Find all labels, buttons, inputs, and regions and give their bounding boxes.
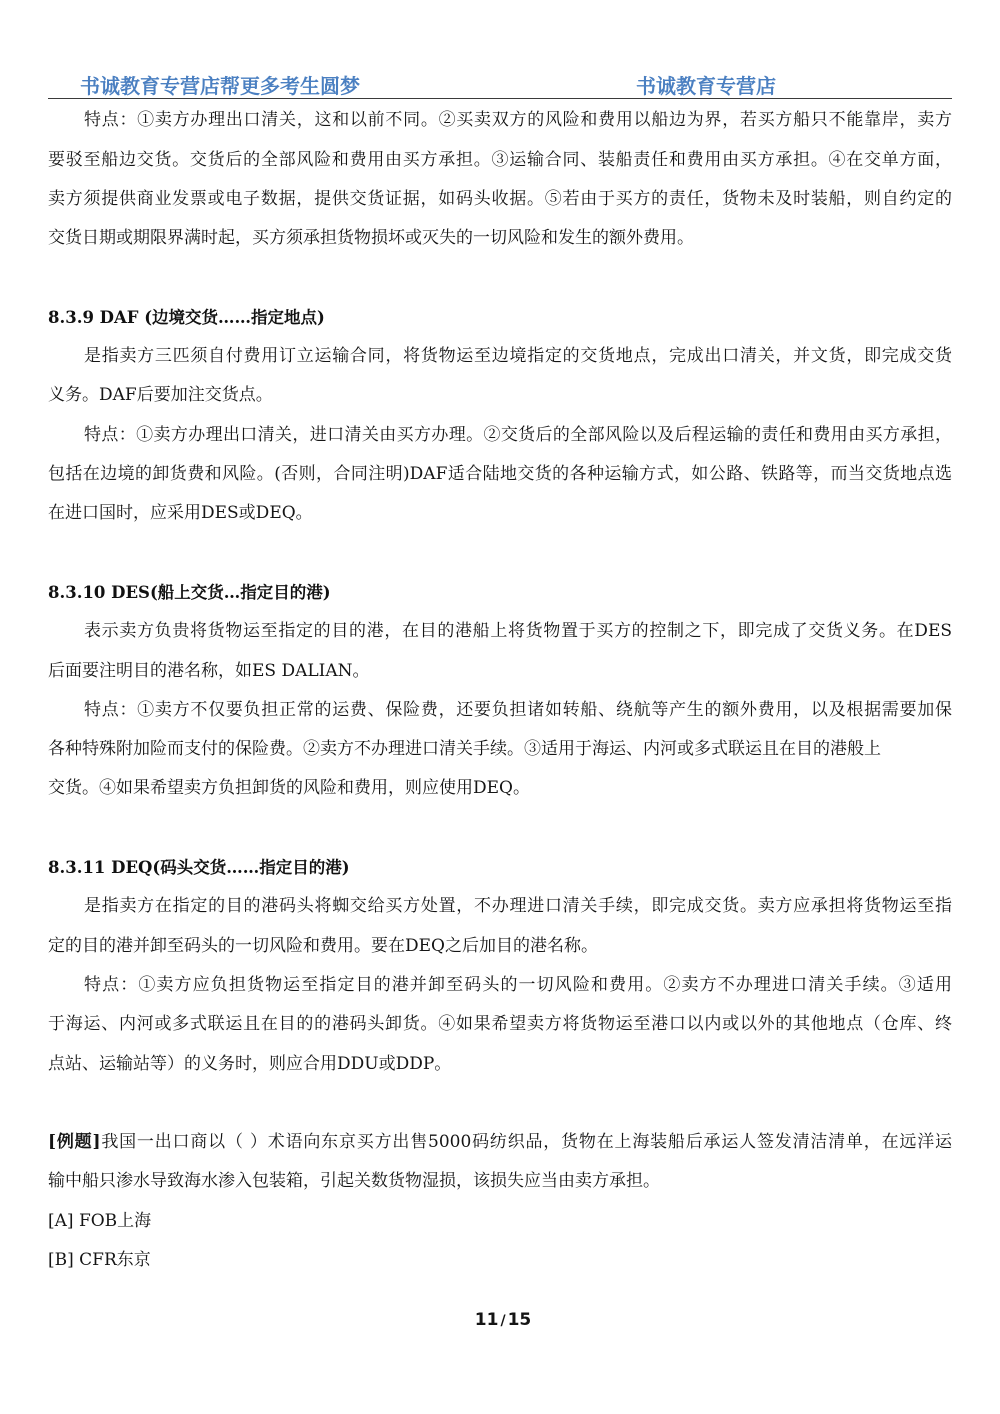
section-des	[48, 573, 952, 809]
paragraph-line: 是指卖方在指定的目的港码头将蜘交给买方处置，不办理进口清关手续，即完成交货。卖方应承担将货物运至指	[84, 896, 952, 917]
features-paragraph	[48, 416, 952, 534]
header-divider	[48, 98, 952, 99]
blank-line	[48, 259, 952, 298]
paragraph-line: 表示卖方负贵将货物运至指定的目的港，在目的港船上将货物置于买方的控制之下，即完成了交货义务。在DES	[84, 621, 952, 642]
question-line	[48, 1123, 952, 1162]
section-heading: 8.3.11 DEQ(码头交货……指定目的港)	[48, 858, 350, 878]
header-shop-name: 书诚教育专营店	[636, 74, 776, 98]
paragraph-line: 于海运、内河或多式联运且在目的的港码头卸货。④如果希望卖方将货物运至港口以内或以外的其他地点（仓库、终	[48, 1014, 952, 1035]
paragraph-line: 交货日期或期限界满时起，买方须承担货物损坏或灭失的一切风险和发生的额外费用。	[48, 228, 694, 249]
header-shop-slogan: 书诚教育专营店帮更多考生圆梦	[80, 74, 360, 98]
definition-paragraph	[48, 337, 952, 416]
paragraph-line: 是指卖方三匹须自付费用订立运输合同，将货物运至边境指定的交货地点，完成出口清关，并文货，即完成交货	[84, 346, 952, 367]
page-number	[0, 1308, 1000, 1332]
features-paragraph	[48, 691, 952, 809]
total-pages: 15	[507, 1310, 532, 1330]
paragraph-line: 特点：①卖方不仅要负担正常的运费、保险费，还要负担诸如转船、绕航等产生的额外费用，以及根据需要加保	[84, 699, 952, 720]
example-label: [例题]	[48, 1132, 101, 1153]
document-body	[48, 101, 952, 1280]
blank-line	[48, 809, 952, 848]
paragraph-line: 点站、运输站等）的义务时，则应合用DDU或DDP。	[48, 1053, 452, 1074]
paragraph-line: 要驳至船边交货。交货后的全部风险和费用由买方承担。③运输合同、装船责任和费用由买方承担。④在交单方面，	[48, 149, 952, 170]
section-deq	[48, 848, 952, 1084]
section-daf	[48, 298, 952, 534]
option-b: [B] CFR东京	[48, 1250, 151, 1270]
definition-paragraph	[48, 612, 952, 691]
paragraph-line: 特点：①卖方办理出口清关，进口清关由买方办理。②交货后的全部风险以及后程运输的责任和费用由买方承担，	[84, 424, 952, 445]
paragraph-line: 卖方须提供商业发票或电子数据，提供交货证据，如码头收据。⑤若由于买方的责任，货物未及时装船，则自约定的	[48, 188, 952, 209]
question-line: 输中船只渗水导致海水渗入包装箱，引起关数货物湿损，该损失应当由卖方承担。	[48, 1171, 660, 1192]
paragraph-line: 各种特殊附加险而支付的保险费。②卖方不办理进口清关手续。③适用于海运、内河或多式联运且在目的港般上	[48, 739, 881, 760]
section-heading: 8.3.9 DAF (边境交货……指定地点)	[48, 307, 325, 327]
features-paragraph	[48, 966, 952, 1084]
definition-paragraph	[48, 887, 952, 966]
option-a: [A] FOB上海	[48, 1210, 152, 1231]
paragraph-line: 交货。④如果希望卖方负担卸货的风险和费用，则应使用DEQ。	[48, 778, 530, 799]
intro-paragraph	[48, 101, 952, 258]
paragraph-line: 义务。DAF后要加注交货点。	[48, 385, 273, 406]
paragraph-line: 特点：①卖方应负担货物运至指定目的港并卸至码头的一切风险和费用。②卖方不办理进口清关手续。③适用	[84, 974, 952, 995]
paragraph-line: 在进口国时，应采用DES或DEQ。	[48, 503, 313, 524]
example-question	[48, 1123, 952, 1280]
blank-line	[48, 534, 952, 573]
paragraph-line: 包括在边境的卸货费和风险。(否则，合同注明)DAF适合陆地交货的各种运输方式，如公路、铁路等，而当交货地点选	[48, 464, 952, 485]
paragraph-line: 定的目的港并卸至码头的一切风险和费用。要在DEQ之后加目的港名称。	[48, 935, 598, 956]
section-heading: 8.3.10 DES(船上交货…指定目的港)	[48, 582, 331, 602]
current-page: 11	[474, 1310, 499, 1330]
page-separator: /	[500, 1313, 506, 1329]
blank-line	[48, 1084, 952, 1123]
paragraph-line: 后面要注明目的港名称，如ES DALIAN。	[48, 660, 370, 681]
paragraph-line: 特点：①卖方办理出口清关，这和以前不同。②买卖双方的风险和费用以船边为界，若买方船只不能靠岸，卖方	[84, 110, 952, 131]
question-text: 我国一出口商以（ ）术语向东京买方出售5000码纺织品，货物在上海装船后承运人签发清洁清单，在远洋运	[100, 1132, 952, 1153]
